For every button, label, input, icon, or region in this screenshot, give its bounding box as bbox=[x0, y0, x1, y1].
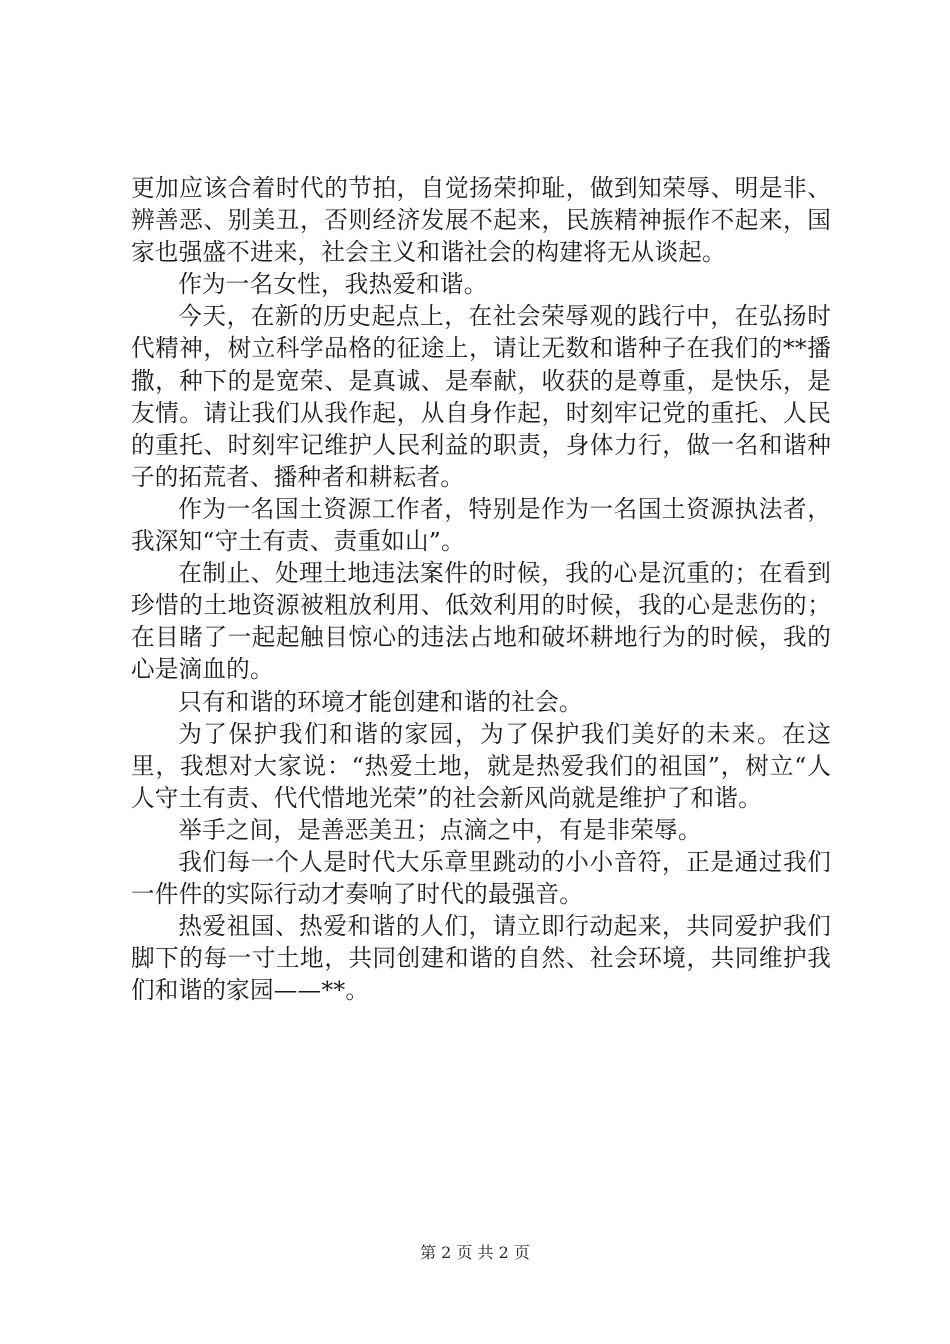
paragraph-4: 作为一名国土资源工作者，特别是作为一名国土资源执法者，我深知“守土有责、责重如山”。 bbox=[131, 494, 831, 556]
paragraph-2: 作为一名女性，我热爱和谐。 bbox=[178, 270, 488, 299]
paragraph-1: 更加应该合着时代的节拍，自觉扬荣抑耻，做到知荣辱、明是非、辨善恶、别美丑，否则经济发展不起来，民族精神振作不起来，国家也强盛不进来，社会主义和谐社会的构建将无从谈起。 bbox=[131, 174, 831, 267]
paragraph-8: 举手之间，是善恶美丑；点滴之中，有是非荣辱。 bbox=[178, 815, 702, 844]
document-body bbox=[131, 172, 831, 1006]
paragraph-3: 今天，在新的历史起点上，在社会荣辱观的践行中，在弘扬时代精神，树立科学品格的征途上，请让无数和谐种子在我们的**播撒，种下的是宽荣、是真诚、是奉献，收获的是尊重，是快乐，是友情。请让我们从我作起，从自身作起，时刻牢记党的重托、人民的重托、时刻牢记维护人民利益的职责，身体力行，做一名和谐种子的拓荒者、播种者和耕耘者。 bbox=[131, 302, 831, 491]
paragraph-10: 热爱祖国、热爱和谐的人们，请立即行动起来，共同爱护我们脚下的每一寸土地，共同创建和谐的自然、社会环境，共同维护我们和谐的家园——**。 bbox=[131, 912, 831, 1005]
paragraph-9: 我们每一个人是时代大乐章里跳动的小小音符，正是通过我们一件件的实际行动才奏响了时代的最强音。 bbox=[131, 847, 831, 909]
paragraph-5: 在制止、处理土地违法案件的时候，我的心是沉重的；在看到珍惜的土地资源被粗放利用、低效利用的时候，我的心是悲伤的；在目睹了一起起触目惊心的违法占地和破坏耕地行为的时候，我的心是滴血的。 bbox=[131, 559, 831, 684]
paragraph-7: 为了保护我们和谐的家园，为了保护我们美好的未来。在这里，我想对大家说：“热爱土地，就是热爱我们的祖国”，树立“人人守土有责、代代惜地光荣”的社会新风尚就是维护了和谐。 bbox=[131, 719, 831, 812]
paragraph-6: 只有和谐的环境才能创建和谐的社会。 bbox=[178, 687, 583, 716]
page-number-footer: 第 2 页 共 2 页 bbox=[420, 1243, 530, 1262]
